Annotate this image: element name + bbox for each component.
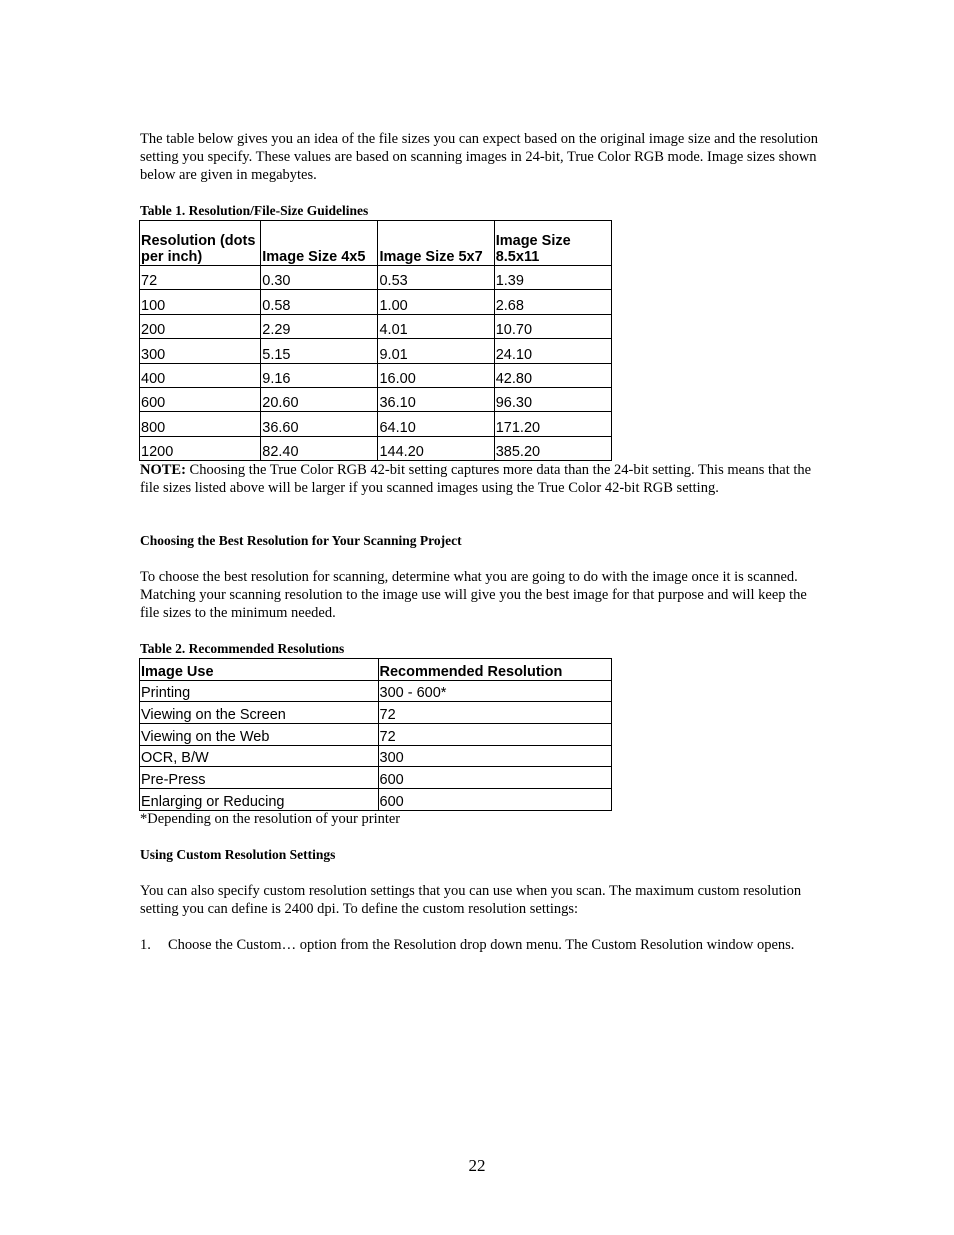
list-item-number: 1. [140, 937, 151, 953]
table-cell: 64.10 [378, 412, 494, 436]
table-cell: 1200 [140, 436, 261, 460]
column-header: Recommended Resolution [378, 659, 612, 681]
table-header-row [140, 659, 612, 681]
custom-resolution-paragraph: You can also specify custom resolution settings that you can use when you scan. The maximum custom resolution setting you can define is 2400 dpi. To define the custom resolution settings: [140, 883, 802, 917]
table-cell: 400 [140, 363, 261, 387]
note-label: NOTE: [140, 462, 186, 478]
table-cell: 5.15 [261, 339, 378, 363]
table-cell: 300 - 600* [378, 680, 612, 702]
table-cell: 200 [140, 314, 261, 338]
table2-footnote: *Depending on the resolution of your printer [140, 811, 401, 827]
table-cell: Pre-Press [140, 767, 379, 789]
table-row [140, 436, 612, 460]
column-header: Image Use [140, 659, 379, 681]
table2-caption: Table 2. Recommended Resolutions [140, 641, 345, 656]
file-size-table [139, 220, 612, 461]
table-cell: 1.00 [378, 290, 494, 314]
table-cell: 4.01 [378, 314, 494, 338]
table-cell: 9.01 [378, 339, 494, 363]
table-cell: 300 [140, 339, 261, 363]
table-cell: 100 [140, 290, 261, 314]
table-cell: 1.39 [494, 266, 611, 290]
table-row [140, 266, 612, 290]
table-row [140, 745, 612, 767]
table-cell: 600 [378, 767, 612, 789]
table-cell: Viewing on the Web [140, 724, 379, 746]
table-cell: 42.80 [494, 363, 611, 387]
table-row [140, 363, 612, 387]
table-row [140, 387, 612, 411]
table-row [140, 680, 612, 702]
table-cell: 385.20 [494, 436, 611, 460]
table-cell: 36.10 [378, 387, 494, 411]
table-cell: 0.53 [378, 266, 494, 290]
table-cell: 2.68 [494, 290, 611, 314]
table-row [140, 290, 612, 314]
note-text: Choosing the True Color RGB 42-bit setting captures more data than the 24-bit setting. This means that the file sizes listed above will be larger if you scanned images using the True Color 42-bit RGB setting. [140, 462, 812, 496]
table-row [140, 724, 612, 746]
table-cell: 20.60 [261, 387, 378, 411]
page-number: 22 [468, 1156, 486, 1175]
table-cell: 72 [378, 702, 612, 724]
table-cell: 10.70 [494, 314, 611, 338]
table-cell: 2.29 [261, 314, 378, 338]
note-paragraph [140, 461, 820, 497]
column-header: Image Size 4x5 [261, 221, 378, 266]
table-cell: 600 [140, 387, 261, 411]
table-cell: 600 [378, 789, 612, 811]
section-heading-custom-resolution: Using Custom Resolution Settings [140, 847, 336, 862]
table-cell: 0.58 [261, 290, 378, 314]
section-heading-best-resolution: Choosing the Best Resolution for Your Scanning Project [140, 533, 462, 548]
table-row [140, 767, 612, 789]
table-row [140, 339, 612, 363]
table1-caption: Table 1. Resolution/File-Size Guidelines [140, 203, 369, 218]
column-header: Resolution (dots per inch) [140, 221, 261, 266]
intro-paragraph: The table below gives you an idea of the file sizes you can expect based on the original image size and the resolution setting you specify. These values are based on scanning images in 24-bit, True Color RGB mode. Image sizes shown below are given in megabytes. [140, 131, 819, 183]
table-cell: Printing [140, 680, 379, 702]
table-row [140, 412, 612, 436]
table-row [140, 314, 612, 338]
table-cell: Viewing on the Screen [140, 702, 379, 724]
table-cell: OCR, B/W [140, 745, 379, 767]
table-cell: 9.16 [261, 363, 378, 387]
table-row [140, 789, 612, 811]
table-header-row [140, 221, 612, 266]
table-row [140, 702, 612, 724]
column-header: Image Size 5x7 [378, 221, 494, 266]
table-cell: Enlarging or Reducing [140, 789, 379, 811]
table-cell: 72 [378, 724, 612, 746]
column-header: Image Size 8.5x11 [494, 221, 611, 266]
list-item [140, 936, 820, 954]
table-cell: 300 [378, 745, 612, 767]
table-cell: 36.60 [261, 412, 378, 436]
table-cell: 96.30 [494, 387, 611, 411]
table-cell: 171.20 [494, 412, 611, 436]
table-cell: 0.30 [261, 266, 378, 290]
table-cell: 82.40 [261, 436, 378, 460]
table-cell: 16.00 [378, 363, 494, 387]
recommended-resolution-table [139, 658, 612, 811]
table-cell: 24.10 [494, 339, 611, 363]
list-item-text: Choose the Custom… option from the Resolution drop down menu. The Custom Resolution window opens. [168, 937, 795, 953]
best-resolution-paragraph: To choose the best resolution for scanning, determine what you are going to do with the image once it is scanned. Matching your scanning resolution to the image use will give you the best image for that purpose and will keep the file sizes to the minimum needed. [140, 569, 807, 621]
table-cell: 800 [140, 412, 261, 436]
table-cell: 144.20 [378, 436, 494, 460]
table-cell: 72 [140, 266, 261, 290]
